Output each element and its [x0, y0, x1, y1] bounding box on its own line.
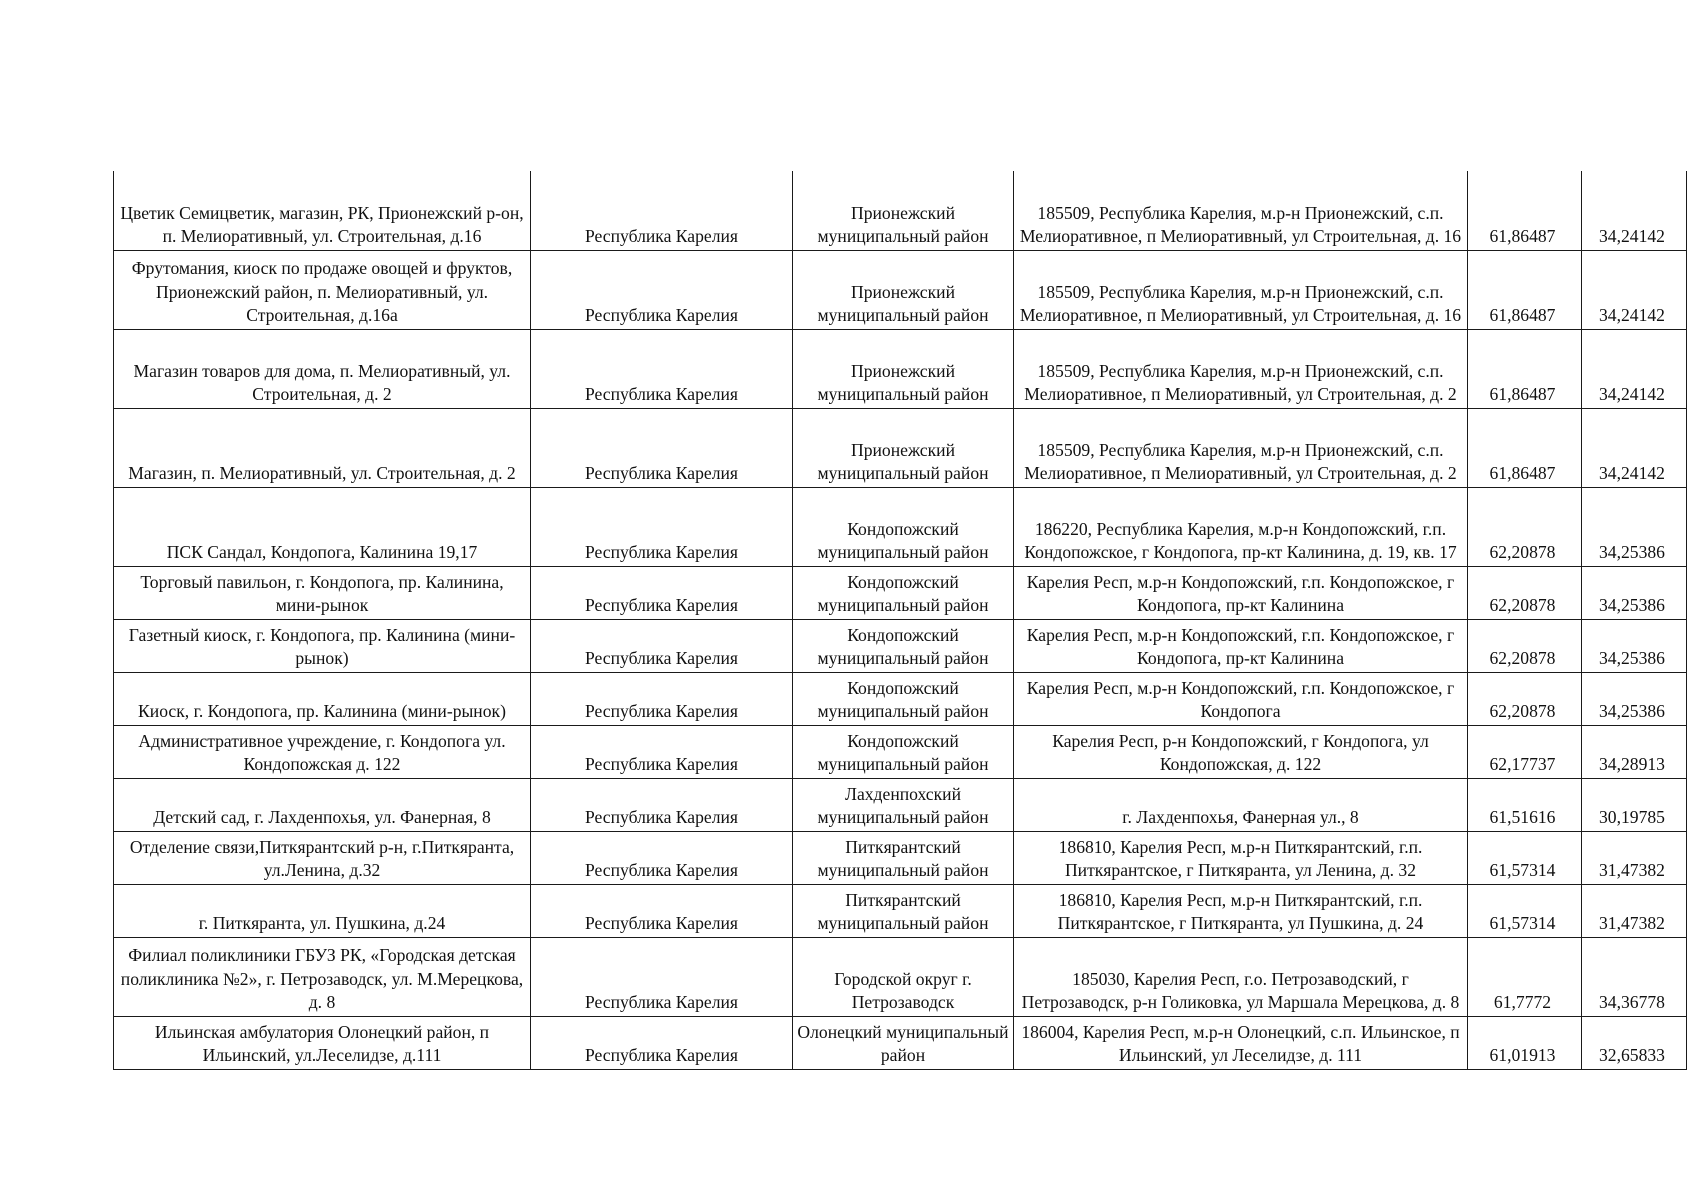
latitude-cell: 61,86487 — [1468, 329, 1582, 408]
table-row — [114, 1016, 1687, 1069]
latitude-cell: 61,86487 — [1468, 250, 1582, 329]
district-cell: Олонецкий муниципальный район — [793, 1016, 1014, 1069]
object-name-cell: Торговый павильон, г. Кондопога, пр. Калинина, мини-рынок — [114, 566, 531, 619]
address-cell: 185509, Республика Карелия, м.р-н Прионежский, с.п. Мелиоративное, п Мелиоративный, ул Строительная, д. 2 — [1014, 408, 1468, 487]
district-cell: Кондопожский муниципальный район — [793, 566, 1014, 619]
region-cell: Республика Карелия — [531, 778, 793, 831]
table-row — [114, 619, 1687, 672]
region-cell: Республика Карелия — [531, 329, 793, 408]
region-cell: Республика Карелия — [531, 672, 793, 725]
district-cell: Прионежский муниципальный район — [793, 250, 1014, 329]
object-name-cell: Филиал поликлиники ГБУЗ РК, «Городская детская поликлиника №2», г. Петрозаводск, ул. М.Мерецкова, д. 8 — [114, 937, 531, 1016]
region-cell: Республика Карелия — [531, 884, 793, 937]
region-cell: Республика Карелия — [531, 619, 793, 672]
address-cell: 186004, Карелия Респ, м.р-н Олонецкий, с.п. Ильинское, п Ильинский, ул Леселидзе, д. 111 — [1014, 1016, 1468, 1069]
district-cell: Кондопожский муниципальный район — [793, 487, 1014, 566]
address-cell: Карелия Респ, м.р-н Кондопожский, г.п. Кондопожское, г Кондопога, пр-кт Калинина — [1014, 619, 1468, 672]
object-name-cell: Магазин товаров для дома, п. Мелиоративный, ул. Строительная, д. 2 — [114, 329, 531, 408]
region-cell: Республика Карелия — [531, 566, 793, 619]
district-cell: Прионежский муниципальный район — [793, 408, 1014, 487]
latitude-cell: 61,57314 — [1468, 831, 1582, 884]
latitude-cell: 62,20878 — [1468, 487, 1582, 566]
table-row — [114, 778, 1687, 831]
object-name-cell: Газетный киоск, г. Кондопога, пр. Калинина (мини-рынок) — [114, 619, 531, 672]
address-cell: 185509, Республика Карелия, м.р-н Прионежский, с.п. Мелиоративное, п Мелиоративный, ул Строительная, д. 16 — [1014, 250, 1468, 329]
district-cell: Прионежский муниципальный район — [793, 329, 1014, 408]
table-row — [114, 725, 1687, 778]
latitude-cell: 61,7772 — [1468, 937, 1582, 1016]
region-cell: Республика Карелия — [531, 725, 793, 778]
object-name-cell: ПСК Сандал, Кондопога, Калинина 19,17 — [114, 487, 531, 566]
longitude-cell: 34,36778 — [1582, 937, 1687, 1016]
address-cell: г. Лахденпохья, Фанерная ул., 8 — [1014, 778, 1468, 831]
table-row — [114, 329, 1687, 408]
latitude-cell: 61,86487 — [1468, 408, 1582, 487]
object-name-cell: Административное учреждение, г. Кондопога ул. Кондопожская д. 122 — [114, 725, 531, 778]
district-cell: Кондопожский муниципальный район — [793, 672, 1014, 725]
region-cell: Республика Карелия — [531, 1016, 793, 1069]
latitude-cell: 62,20878 — [1468, 672, 1582, 725]
address-cell: Карелия Респ, м.р-н Кондопожский, г.п. Кондопожское, г Кондопога — [1014, 672, 1468, 725]
longitude-cell: 34,24142 — [1582, 250, 1687, 329]
longitude-cell: 34,28913 — [1582, 725, 1687, 778]
latitude-cell: 61,57314 — [1468, 884, 1582, 937]
object-name-cell: Магазин, п. Мелиоративный, ул. Строительная, д. 2 — [114, 408, 531, 487]
district-cell: Лахденпохский муниципальный район — [793, 778, 1014, 831]
table-row — [114, 884, 1687, 937]
district-cell: Кондопожский муниципальный район — [793, 725, 1014, 778]
longitude-cell: 34,25386 — [1582, 619, 1687, 672]
table-row — [114, 937, 1687, 1016]
latitude-cell: 61,86487 — [1468, 171, 1582, 250]
longitude-cell: 34,24142 — [1582, 171, 1687, 250]
region-cell: Республика Карелия — [531, 937, 793, 1016]
table-row — [114, 672, 1687, 725]
address-cell: 185030, Карелия Респ, г.о. Петрозаводский, г Петрозаводск, р-н Голиковка, ул Маршала Мерецкова, д. 8 — [1014, 937, 1468, 1016]
object-name-cell: Цветик Семицветик, магазин, РК, Прионежский р-он, п. Мелиоративный, ул. Строительная, д.16 — [114, 171, 531, 250]
longitude-cell: 34,24142 — [1582, 329, 1687, 408]
address-cell: 186220, Республика Карелия, м.р-н Кондопожский, г.п. Кондопожское, г Кондопога, пр-кт Калинина, д. 19, кв. 17 — [1014, 487, 1468, 566]
longitude-cell: 31,47382 — [1582, 884, 1687, 937]
region-cell: Республика Карелия — [531, 408, 793, 487]
region-cell: Республика Карелия — [531, 171, 793, 250]
table-row — [114, 250, 1687, 329]
longitude-cell: 34,25386 — [1582, 672, 1687, 725]
latitude-cell: 62,20878 — [1468, 619, 1582, 672]
table-row — [114, 171, 1687, 250]
object-name-cell: Киоск, г. Кондопога, пр. Калинина (мини-рынок) — [114, 672, 531, 725]
object-name-cell: г. Питкяранта, ул. Пушкина, д.24 — [114, 884, 531, 937]
latitude-cell: 61,51616 — [1468, 778, 1582, 831]
address-cell: Карелия Респ, м.р-н Кондопожский, г.п. Кондопожское, г Кондопога, пр-кт Калинина — [1014, 566, 1468, 619]
longitude-cell: 34,25386 — [1582, 566, 1687, 619]
object-name-cell: Ильинская амбулатория Олонецкий район, п Ильинский, ул.Леселидзе, д.111 — [114, 1016, 531, 1069]
table-row — [114, 831, 1687, 884]
object-name-cell: Детский сад, г. Лахденпохья, ул. Фанерная, 8 — [114, 778, 531, 831]
locations-table — [113, 171, 1687, 1070]
latitude-cell: 62,20878 — [1468, 566, 1582, 619]
address-cell: Карелия Респ, р-н Кондопожский, г Кондопога, ул Кондопожская, д. 122 — [1014, 725, 1468, 778]
address-cell: 186810, Карелия Респ, м.р-н Питкярантский, г.п. Питкярантское, г Питкяранта, ул Пушкина, д. 24 — [1014, 884, 1468, 937]
table-row — [114, 566, 1687, 619]
district-cell: Прионежский муниципальный район — [793, 171, 1014, 250]
address-cell: 185509, Республика Карелия, м.р-н Прионежский, с.п. Мелиоративное, п Мелиоративный, ул Строительная, д. 2 — [1014, 329, 1468, 408]
longitude-cell: 34,24142 — [1582, 408, 1687, 487]
locations-table-body — [114, 171, 1687, 1069]
address-cell: 186810, Карелия Респ, м.р-н Питкярантский, г.п. Питкярантское, г Питкяранта, ул Ленина, д. 32 — [1014, 831, 1468, 884]
longitude-cell: 31,47382 — [1582, 831, 1687, 884]
object-name-cell: Отделение связи,Питкярантский р-н, г.Питкяранта, ул.Ленина, д.32 — [114, 831, 531, 884]
latitude-cell: 61,01913 — [1468, 1016, 1582, 1069]
table-row — [114, 487, 1687, 566]
region-cell: Республика Карелия — [531, 831, 793, 884]
district-cell: Городской округ г. Петрозаводск — [793, 937, 1014, 1016]
address-cell: 185509, Республика Карелия, м.р-н Прионежский, с.п. Мелиоративное, п Мелиоративный, ул Строительная, д. 16 — [1014, 171, 1468, 250]
table-row — [114, 408, 1687, 487]
district-cell: Питкярантский муниципальный район — [793, 831, 1014, 884]
longitude-cell: 30,19785 — [1582, 778, 1687, 831]
object-name-cell: Фрутомания, киоск по продаже овощей и фруктов, Прионежский район, п. Мелиоративный, ул. Строительная, д.16а — [114, 250, 531, 329]
latitude-cell: 62,17737 — [1468, 725, 1582, 778]
region-cell: Республика Карелия — [531, 250, 793, 329]
longitude-cell: 32,65833 — [1582, 1016, 1687, 1069]
district-cell: Кондопожский муниципальный район — [793, 619, 1014, 672]
region-cell: Республика Карелия — [531, 487, 793, 566]
longitude-cell: 34,25386 — [1582, 487, 1687, 566]
district-cell: Питкярантский муниципальный район — [793, 884, 1014, 937]
